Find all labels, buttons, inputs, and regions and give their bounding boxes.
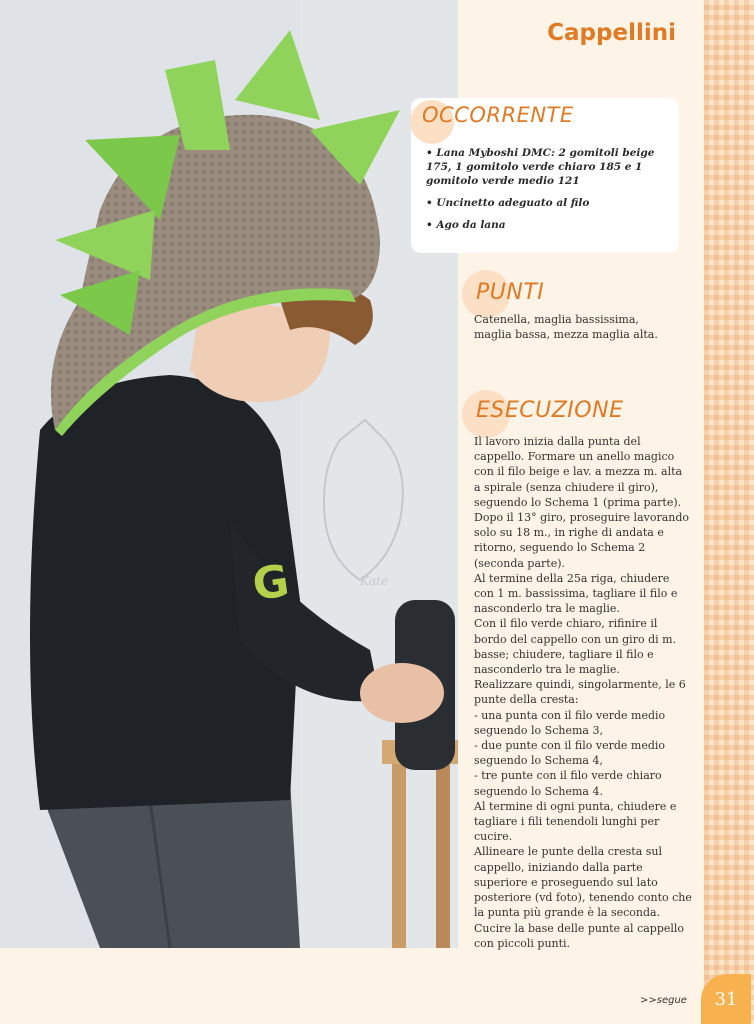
materials-item: • Uncinetto adeguato al filo <box>426 197 590 209</box>
continue-note: >>segue <box>640 995 687 1006</box>
materials-heading: OCCORRENTE <box>422 103 574 127</box>
svg-text:G: G <box>249 555 293 611</box>
materials-item: • Ago da lana <box>426 219 506 231</box>
page-title: Cappellini <box>547 20 676 46</box>
page-number: 31 <box>701 974 751 1024</box>
stitches-heading: PUNTI <box>476 280 545 305</box>
stitches-text: Catenella, maglia bassissima, maglia bassa, mezza maglia alta. <box>474 313 658 342</box>
materials-item: • Lana Myboshi DMC: 2 gomitoli beige 175, 1 gomitolo verde chiaro 185 e 1 gomitolo verde medio 121 <box>426 147 655 187</box>
watermark-text: Kate <box>360 574 389 588</box>
gingham-border <box>704 0 754 1024</box>
materials-list <box>426 146 676 240</box>
instructions-text: Il lavoro inizia dalla punta del cappello. Formare un anello magico con il filo beige e lav. a mezza m. alta a spirale (senza chiudere il giro), seguendo lo Schema 1 (prima parte). Dopo il 13° giro, proseguire lavorando solo su 18 m., in righe di andata e ritorno, seguendo lo Schema 2 (seconda parte). Al termine della 25a riga, chiudere con 1 m. bassissima, tagliare il filo e nasconderlo tra le maglie. Con il filo verde chiaro, rifinire il bordo del cappello con un giro di m. basse; chiudere, tagliare il filo e nasconderlo tra le maglie. Realizzare quindi, singolarmente, le 6 punte della cresta: - una punta con il filo verde medio seguendo lo Schema 3, - due punte con il filo verde medio seguendo lo Schema 4, - tre punte con il filo verde chiaro seguendo lo Schema 4. Al termine di ogni punta, chiudere e tagliare i fili tenendoli lunghi per cucire. Allineare le punte della cresta sul cappello, iniziando dalla parte superiore e proseguendo sul lato posteriore (vd foto), tenendo conto che la punta più grande è la seconda. Cucire la base delle punte al cappello con piccoli punti. <box>474 435 692 950</box>
instructions-heading: ESECUZIONE <box>476 398 624 423</box>
